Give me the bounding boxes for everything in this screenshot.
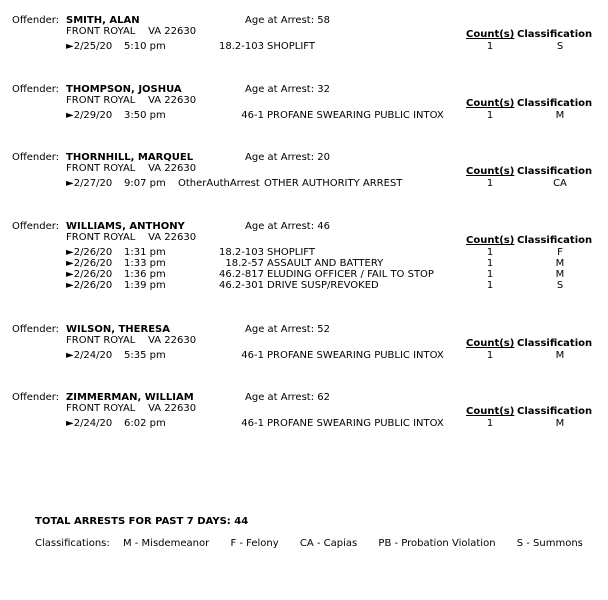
- legend-item: M - Misdemeanor: [122, 538, 210, 549]
- charge-date: 2/26/20: [73, 258, 113, 269]
- charge-time: 6:02 pm: [124, 418, 166, 429]
- charge-code: 46-1: [241, 110, 264, 121]
- charge-count: 1: [486, 280, 494, 291]
- charge-row: [0, 258, 608, 269]
- offender-name: WILLIAMS, ANTHONY: [66, 221, 185, 232]
- charge-classification: M: [555, 350, 565, 361]
- charge-code: 46.2-817: [219, 269, 264, 280]
- offender-label: Offender:: [12, 152, 60, 163]
- classification-column-header: Classification: [517, 406, 593, 417]
- charge-count: 1: [486, 110, 494, 121]
- count-column-header: Count(s): [466, 98, 515, 109]
- charge-row: [0, 247, 608, 258]
- charge-count: 1: [486, 178, 494, 189]
- classification-column-header: Classification: [517, 338, 593, 349]
- charge-time: 9:07 pm: [124, 178, 166, 189]
- offender-label: Offender:: [12, 15, 60, 26]
- charge-classification: CA: [553, 178, 567, 189]
- charge-classification: M: [555, 269, 565, 280]
- charge-row: [0, 350, 608, 361]
- count-column-header: Count(s): [466, 235, 515, 246]
- offender-block: [0, 221, 608, 301]
- age-at-arrest: Age at Arrest: 32: [245, 84, 330, 95]
- offender-address: FRONT ROYAL VA 22630: [66, 403, 197, 414]
- offender-label: Offender:: [12, 221, 60, 232]
- charge-date: 2/26/20: [73, 247, 113, 258]
- charge-count: 1: [486, 269, 494, 280]
- charge-description: PROFANE SWEARING PUBLIC INTOX: [267, 110, 444, 121]
- charge-code: 18.2-103: [219, 41, 264, 52]
- offender-name: THORNHILL, MARQUEL: [66, 152, 194, 163]
- charge-description: SHOPLIFT: [267, 247, 315, 258]
- charge-classification: F: [557, 247, 563, 258]
- classification-column-header: Classification: [517, 98, 593, 109]
- classification-column-header: Classification: [517, 235, 593, 246]
- charge-time: 1:31 pm: [124, 247, 166, 258]
- arrow-icon: ►: [66, 350, 74, 361]
- charge-date: 2/29/20: [73, 110, 113, 121]
- offender-name: ZIMMERMAN, WILLIAM: [66, 392, 194, 403]
- legend-item: PB - Probation Violation: [378, 538, 496, 549]
- age-at-arrest: Age at Arrest: 58: [245, 15, 330, 26]
- offender-label: Offender:: [12, 324, 60, 335]
- charge-description: PROFANE SWEARING PUBLIC INTOX: [267, 350, 444, 361]
- charge-row: [0, 269, 608, 280]
- offender-address: FRONT ROYAL VA 22630: [66, 163, 197, 174]
- total-arrests: [35, 516, 248, 527]
- charge-description: ASSAULT AND BATTERY: [267, 258, 384, 269]
- charge-row: [0, 110, 608, 121]
- charge-date: 2/24/20: [73, 418, 113, 429]
- charge-time: 5:35 pm: [124, 350, 166, 361]
- charge-description: DRIVE SUSP/REVOKED: [267, 280, 379, 291]
- offender-block: [0, 15, 608, 65]
- offender-address: FRONT ROYAL VA 22630: [66, 335, 197, 346]
- charge-date: 2/25/20: [73, 41, 113, 52]
- charge-description: ELUDING OFFICER / FAIL TO STOP: [267, 269, 434, 280]
- charge-classification: M: [555, 418, 565, 429]
- classification-column-header: Classification: [517, 29, 593, 40]
- charge-date: 2/26/20: [73, 269, 113, 280]
- charge-date: 2/27/20: [73, 178, 113, 189]
- arrow-icon: ►: [66, 280, 74, 291]
- charge-count: 1: [486, 418, 494, 429]
- age-at-arrest: Age at Arrest: 46: [245, 221, 330, 232]
- arrow-icon: ►: [66, 258, 74, 269]
- offender-block: [0, 84, 608, 134]
- count-column-header: Count(s): [466, 29, 515, 40]
- offender-address: FRONT ROYAL VA 22630: [66, 26, 197, 37]
- arrow-icon: ►: [66, 247, 74, 258]
- charge-date: 2/24/20: [73, 350, 113, 361]
- charge-classification: M: [555, 258, 565, 269]
- offender-name: THOMPSON, JOSHUA: [66, 84, 182, 95]
- charge-time: 1:36 pm: [124, 269, 166, 280]
- charge-time: 1:39 pm: [124, 280, 166, 291]
- count-column-header: Count(s): [466, 166, 515, 177]
- offender-block: [0, 324, 608, 374]
- arrow-icon: ►: [66, 269, 74, 280]
- age-at-arrest: Age at Arrest: 62: [245, 392, 330, 403]
- age-at-arrest: Age at Arrest: 20: [245, 152, 330, 163]
- charge-time: 1:33 pm: [124, 258, 166, 269]
- charge-count: 1: [486, 41, 494, 52]
- charge-code: OtherAuthArrest: [178, 178, 260, 189]
- offender-label: Offender:: [12, 84, 60, 95]
- charge-count: 1: [486, 350, 494, 361]
- classification-legend: [35, 538, 601, 549]
- charge-time: 5:10 pm: [124, 41, 166, 52]
- charge-count: 1: [486, 258, 494, 269]
- legend-item: S - Summons: [516, 538, 583, 549]
- charge-date: 2/26/20: [73, 280, 113, 291]
- offender-name: WILSON, THERESA: [66, 324, 170, 335]
- charge-code: 18.2-57: [225, 258, 264, 269]
- legend-item: CA - Capias: [299, 538, 358, 549]
- offender-address: FRONT ROYAL VA 22630: [66, 232, 197, 243]
- charge-row: [0, 41, 608, 52]
- charge-code: 46-1: [241, 418, 264, 429]
- arrow-icon: ►: [66, 178, 74, 189]
- charge-code: 18.2-103: [219, 247, 264, 258]
- charge-description: PROFANE SWEARING PUBLIC INTOX: [267, 418, 444, 429]
- charge-count: 1: [486, 247, 494, 258]
- classification-column-header: Classification: [517, 166, 593, 177]
- charge-classification: M: [555, 110, 565, 121]
- count-column-header: Count(s): [466, 338, 515, 349]
- charge-code: 46-1: [241, 350, 264, 361]
- total-label: TOTAL ARRESTS FOR PAST 7 DAYS:: [35, 516, 231, 527]
- offender-label: Offender:: [12, 392, 60, 403]
- legend-label: Classifications:: [35, 538, 110, 549]
- age-at-arrest: Age at Arrest: 52: [245, 324, 330, 335]
- legend-item: F - Felony: [230, 538, 279, 549]
- charge-classification: S: [556, 41, 564, 52]
- offender-block: [0, 152, 608, 202]
- offender-name: SMITH, ALAN: [66, 15, 140, 26]
- charge-description: SHOPLIFT: [267, 41, 315, 52]
- charge-row: [0, 178, 608, 189]
- arrow-icon: ►: [66, 41, 74, 52]
- offender-block: [0, 392, 608, 442]
- offender-address: FRONT ROYAL VA 22630: [66, 95, 197, 106]
- arrow-icon: ►: [66, 110, 74, 121]
- charge-row: [0, 280, 608, 291]
- arrow-icon: ►: [66, 418, 74, 429]
- charge-row: [0, 418, 608, 429]
- charge-code: 46.2-301: [219, 280, 264, 291]
- count-column-header: Count(s): [466, 406, 515, 417]
- charge-time: 3:50 pm: [124, 110, 166, 121]
- charge-classification: S: [556, 280, 564, 291]
- total-value: 44: [234, 516, 249, 527]
- charge-description: OTHER AUTHORITY ARREST: [264, 178, 403, 189]
